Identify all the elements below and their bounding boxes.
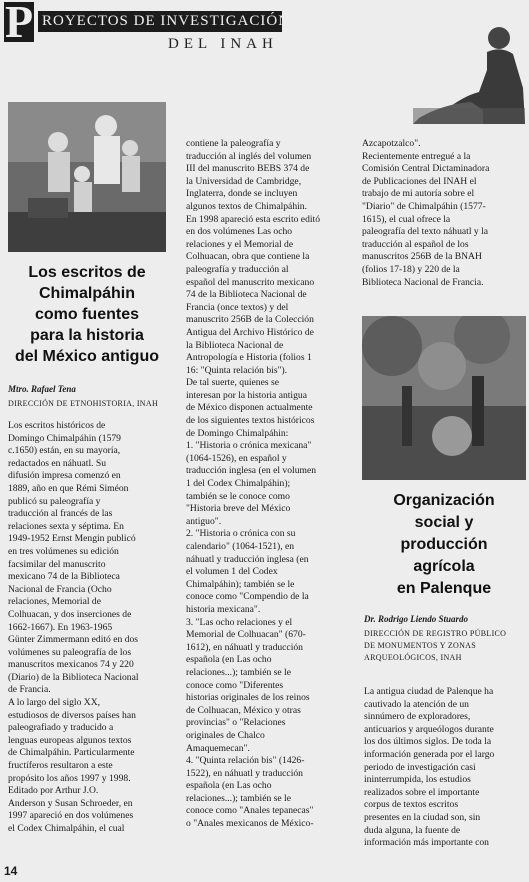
- text-line: de Publicaciones del INAH el: [362, 175, 477, 187]
- text-line: española (en Las ocho: [186, 780, 272, 792]
- article1-column-2: [186, 138, 350, 858]
- text-line: la Universidad de Cambridge,: [186, 175, 302, 187]
- text-line: de México disponen actualmente: [186, 402, 313, 414]
- title-line: social y: [414, 514, 474, 531]
- text-line: interesan por la historia antigua: [186, 389, 307, 401]
- text-line: anticuarios y arqueólogos durante: [364, 723, 494, 735]
- text-line: mexicano 74 de la Biblioteca: [8, 571, 120, 583]
- text-line: o "Anales mexicanos de México-: [186, 818, 314, 830]
- text-line: Comisión Central Dictaminadora: [362, 163, 490, 175]
- article1-affiliation: DIRECCIÓN DE ETNOHISTORIA, INAH: [8, 399, 159, 408]
- text-line: Recientemente entregué a la: [362, 150, 471, 162]
- text-line: calendario" (1064-1521), en: [186, 541, 295, 552]
- text-line: 1. "Historia o crónica mexicana": [186, 440, 312, 452]
- text-line: Amaquemecan".: [186, 742, 250, 754]
- title-line: Chimalpáhin: [38, 285, 135, 302]
- text-line: La antigua ciudad de Palenque ha: [364, 686, 494, 697]
- text-line: española (en Las ocho: [186, 654, 272, 666]
- text-line: 1949-1952 Ernst Mengin publicó: [8, 533, 136, 545]
- affiliation-line: DE MONUMENTOS Y ZONAS: [364, 641, 477, 650]
- title-line: como fuentes: [34, 306, 139, 323]
- text-line: 1615), el cual ofrece la: [362, 213, 451, 225]
- text-line: (folios 17-18) y 220 de la: [362, 263, 460, 275]
- text-line: el Codex Chimalpáhin, el cual: [8, 823, 125, 834]
- text-line: fructíferos resultaron a este: [8, 760, 113, 772]
- text-line: de Chimalpáhin. Particularmente: [8, 747, 135, 759]
- text-line: relaciones...); también se le: [186, 666, 291, 678]
- text-line: también se le conoce como: [186, 490, 290, 502]
- text-line: facsimilar del manuscrito: [8, 558, 106, 570]
- text-line: 74 de la Biblioteca Nacional de: [186, 289, 307, 301]
- text-line: Colhuacan, y dos inserciones de: [8, 608, 132, 620]
- text-line: Editado por Arthur J.O.: [8, 785, 99, 797]
- text-line: manuscritos mexicanos 74 y 220: [8, 659, 134, 671]
- text-line: Nacional de Francia (Ocho: [8, 583, 112, 595]
- text-line: 2. "Historia o crónica con su: [186, 528, 296, 540]
- text-line: traducción al español de los: [362, 238, 469, 250]
- text-line: duda alguna, la fuente de: [364, 824, 461, 836]
- text-line: cautivado la atención de un: [364, 698, 469, 710]
- text-line: en tres volúmenes su edición: [8, 545, 119, 557]
- text-line: realizados sobre el importante: [364, 786, 480, 798]
- text-line: Biblioteca Nacional de Francia.: [362, 276, 484, 288]
- header-title: ROYECTOS DE INVESTIGACIÓN: [42, 13, 291, 29]
- text-line: conoce como "Compendio de la: [186, 591, 309, 603]
- text-line: paleografía y traducción al: [186, 263, 289, 275]
- header-subtitle: DEL INAH: [168, 36, 278, 52]
- text-line: 1889, año en que Rémi Siméon: [8, 482, 129, 494]
- text-line: 1997 apareció en dos volúmenes: [8, 810, 134, 822]
- text-line: (1064-1526), en español y: [186, 452, 287, 464]
- title-line: producción: [400, 536, 488, 553]
- text-line: propósito los años 1997 y 1998.: [8, 772, 131, 784]
- text-line: Antigua del Archivo Histórico de: [186, 326, 314, 338]
- article1-column-3: [362, 138, 526, 298]
- text-line: estudiosos de diversos países han: [8, 709, 136, 721]
- text-line: Antropología e Historia (folios 1: [186, 352, 312, 364]
- text-line: Anderson y Susan Schroeder, en: [8, 797, 133, 809]
- text-line: paleografía del texto náhuatl y la: [362, 226, 488, 238]
- text-line: presentes en la ciudad son, sin: [364, 811, 481, 823]
- text-line: difusión impresa comenzó en: [8, 470, 121, 482]
- text-line: Francia (once textos) y del: [186, 301, 289, 313]
- article2-author: Dr. Rodrigo Liendo Stuardo: [364, 614, 469, 624]
- text-line: periodo de investigación casi: [364, 761, 476, 773]
- text-line: 4. "Quinta relación bis" (1426-: [186, 755, 305, 767]
- article2-body: [364, 686, 528, 862]
- text-line: los dos últimos siglos. De toda la: [364, 736, 492, 748]
- title-line: Los escritos de: [28, 264, 146, 281]
- affiliation-line: DIRECCIÓN DE REGISTRO PÚBLICO: [364, 629, 507, 638]
- text-line: contiene la paleografía y: [186, 138, 281, 149]
- text-line: relaciones y el Memorial de: [186, 238, 294, 250]
- article2-affiliation: [364, 628, 506, 664]
- header-initial-letter: P: [4, 2, 34, 42]
- text-line: de Francia.: [8, 684, 51, 696]
- article1-column-2-text: [186, 138, 350, 831]
- article1-column-3-text: [362, 138, 526, 289]
- text-line: Inglaterra, donde se incluyen: [186, 188, 298, 200]
- text-line: el volumen 1 del Codex: [186, 566, 278, 578]
- text-line: 1612), en náhuatl y traducción: [186, 641, 303, 653]
- text-line: manuscritos 256B de la BNAH: [362, 251, 482, 263]
- text-line: conoce como "Diferentes: [186, 679, 284, 691]
- page-number: 14: [4, 864, 18, 878]
- text-line: Los escritos históricos de: [8, 420, 106, 431]
- text-line: (Diario) de la Biblioteca Nacional: [8, 671, 139, 683]
- text-line: trabajo de mi autoría sobre el: [362, 188, 475, 200]
- text-line: III del manuscrito BEBS 374 de: [186, 163, 310, 175]
- text-line: paleografiado y traducido a: [8, 722, 114, 734]
- title-line: para la historia: [30, 327, 144, 344]
- text-line: 1 del Codex Chimalpáhin);: [186, 478, 291, 490]
- text-line: lenguas europeas algunos textos: [8, 734, 132, 746]
- text-line: antiguo".: [186, 515, 222, 527]
- text-line: información generada por el largo: [364, 748, 495, 760]
- text-line: relaciones, Memorial de: [8, 596, 101, 608]
- text-line: "Diario" de Chimalpáhin (1577-: [362, 200, 486, 212]
- text-line: náhuatl y traducción inglesa (en: [186, 553, 309, 565]
- text-line: en dos volúmenes Las ocho: [186, 226, 293, 238]
- title-line: en Palenque: [396, 580, 492, 597]
- text-line: 3. "Las ocho relaciones y el: [186, 616, 293, 628]
- text-line: volúmenes su paleografía de los: [8, 646, 132, 658]
- text-line: Chimalpáhin); también se le: [186, 578, 295, 590]
- article1-column-1-text: [8, 420, 172, 836]
- article1-title: [6, 262, 168, 367]
- text-line: 16: "Quinta relación bis").: [186, 364, 288, 376]
- text-line: de Colhuacan, México y otras: [186, 704, 301, 716]
- text-line: ininterrumpida, los estudios: [364, 774, 471, 786]
- title-line: Organización: [393, 492, 495, 509]
- text-line: español del manuscrito mexicano: [186, 276, 315, 288]
- text-line: originales de Chalco: [186, 729, 265, 741]
- text-line: Colhuacan, obra que contiene la: [186, 251, 310, 263]
- text-line: En 1998 apareció esta escrito editó: [186, 213, 320, 225]
- text-line: sinnúmero de exploradores,: [364, 711, 471, 723]
- text-line: traducción al francés de las: [8, 508, 113, 520]
- text-line: relaciones...); también se le: [186, 792, 291, 804]
- text-line: de Domingo Chimalpáhin:: [186, 427, 289, 439]
- article2-title: [364, 490, 524, 600]
- text-line: Memorial de Colhuacan" (670-: [186, 629, 306, 641]
- text-line: publicó su paleografía y: [8, 495, 101, 507]
- text-line: redactados en náhuatl. Su: [8, 457, 107, 469]
- text-line: la Biblioteca Nacional de: [186, 339, 284, 351]
- text-line: Domingo Chimalpáhin (1579: [8, 432, 121, 444]
- text-line: historias originales de los reinos: [186, 692, 310, 704]
- text-line: provincias" o "Relaciones: [186, 717, 286, 729]
- text-line: traducción inglesa (en el volumen: [186, 465, 317, 477]
- text-line: A lo largo del siglo XX,: [8, 697, 101, 709]
- article2-photo: [362, 316, 526, 480]
- text-line: Günter Zimmermann editó en dos: [8, 634, 139, 646]
- text-line: 1522), en náhuatl y traducción: [186, 767, 303, 779]
- title-line: agrícola: [413, 558, 475, 575]
- header-person-photo: [413, 0, 525, 124]
- text-line: relaciones sexta y séptima. En: [8, 520, 124, 532]
- text-line: conoce como "Anales tepanecas": [186, 805, 314, 817]
- text-line: historia mexicana".: [186, 603, 261, 615]
- text-line: manuscrito 256B de la Colección: [186, 314, 314, 326]
- text-line: información más importante con: [364, 837, 489, 849]
- text-line: "Historia breve del México: [186, 503, 291, 515]
- text-line: algunos textos de Chimalpáhin.: [186, 200, 307, 212]
- text-line: De tal suerte, quienes se: [186, 377, 279, 389]
- text-line: de los siguientes textos históricos: [186, 415, 315, 427]
- text-line: corpus de textos escritos: [364, 799, 459, 811]
- article2-body-text: [364, 686, 528, 850]
- title-line: del México antiguo: [14, 348, 159, 365]
- text-line: 1662-1667). En 1963-1965: [8, 621, 113, 633]
- article1-author: Mtro. Rafael Tena: [8, 384, 76, 394]
- text-line: c.1650) están, en su mayoría,: [8, 445, 121, 457]
- article1-photo: [8, 102, 166, 252]
- article1-column-1: [8, 420, 172, 860]
- affiliation-line: ARQUEOLÓGICOS, INAH: [364, 653, 462, 662]
- text-line: Azcapotzalco".: [362, 138, 421, 149]
- text-line: traducción al inglés del volumen: [186, 150, 312, 162]
